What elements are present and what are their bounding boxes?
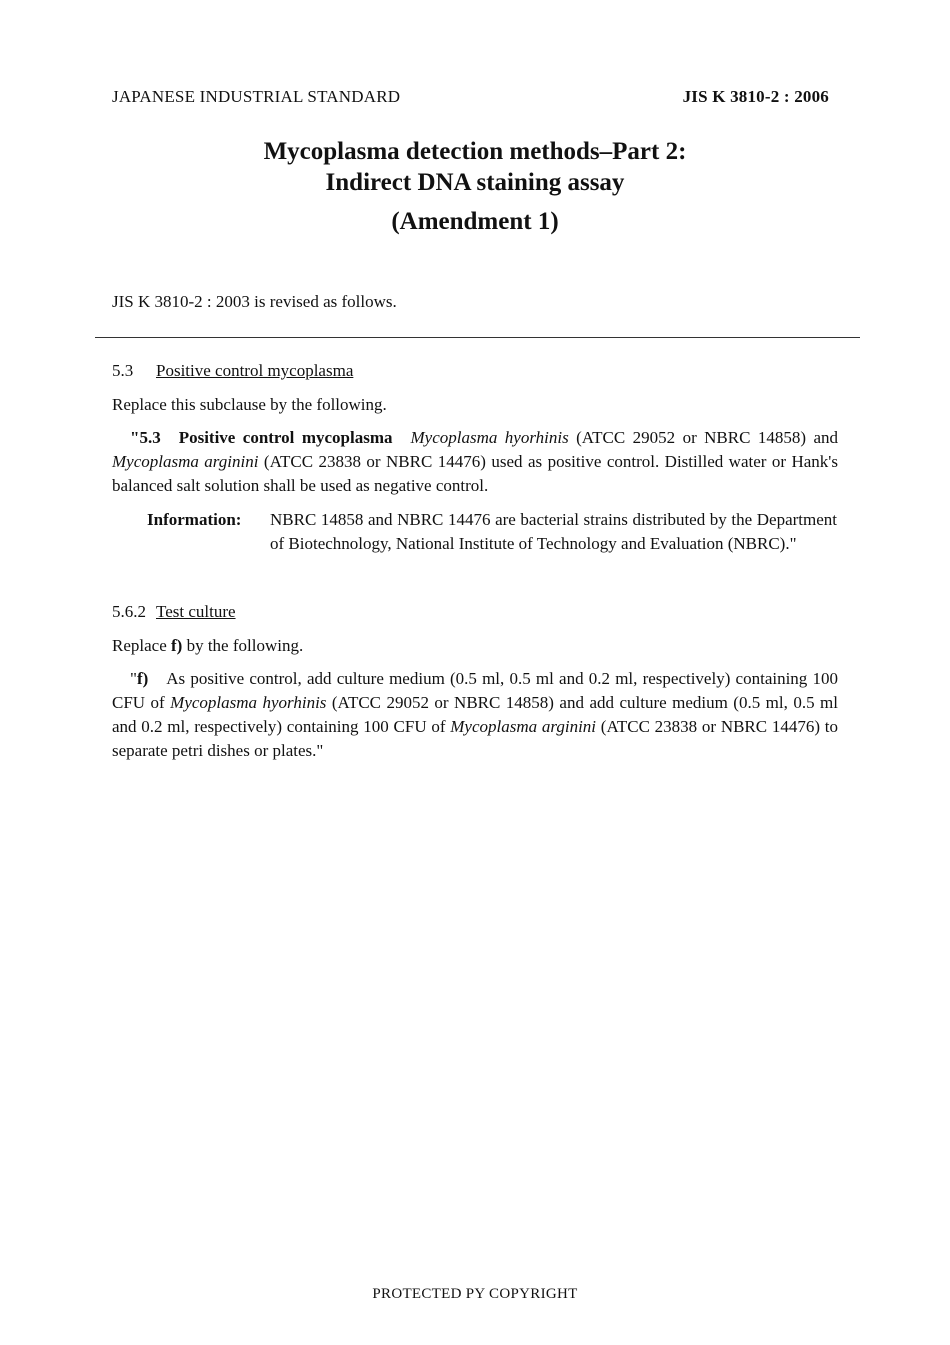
species-name: Mycoplasma hyorhinis xyxy=(170,693,327,712)
section-number: 5.3 xyxy=(112,361,134,380)
section-5-6-2-instruction xyxy=(112,634,303,658)
body-text: (ATCC 23838 or NBRC 14476) to separate petri dishes or plates." xyxy=(112,717,838,760)
amendment-label: (Amendment 1) xyxy=(391,208,559,235)
species-name: Mycoplasma arginini xyxy=(450,717,597,736)
item-label: f) xyxy=(136,669,149,688)
standard-number-header: JIS K 3810-2 : 2006 xyxy=(682,87,829,106)
open-quote: " xyxy=(130,669,137,688)
section-5-3-replacement-text xyxy=(112,426,838,498)
section-5-3-heading xyxy=(112,359,353,383)
species-name: Mycoplasma hyorhinis xyxy=(410,428,569,447)
body-text: (ATCC 23838 or NBRC 14476) used as positive control. Distilled water or Hank's balanced salt solution shall be used as negative control. xyxy=(112,452,838,495)
species-name: Mycoplasma arginini xyxy=(112,452,259,471)
body-text: As positive control, add culture medium (0.5 ml, 0.5 ml and 0.2 ml, respectively) containing 100 CFU of xyxy=(112,669,838,712)
quoted-section-title: Positive control mycoplasma xyxy=(178,428,393,447)
document-title-line-1: Mycoplasma detection methods–Part 2: xyxy=(263,138,687,165)
instruction-text: Replace xyxy=(112,636,171,655)
section-5-3-instruction: Replace this subclause by the following. xyxy=(112,395,387,414)
section-title: Positive control mycoplasma xyxy=(156,361,354,380)
body-text: (ATCC 29052 or NBRC 14858) and xyxy=(568,428,839,447)
section-5-6-2-replacement-text xyxy=(112,667,838,763)
information-text: NBRC 14858 and NBRC 14476 are bacterial strains distributed by the Department of Biotechnology, National Institute of Technology and Evaluation (NBRC)." xyxy=(270,510,837,553)
quoted-section-number: "5.3 xyxy=(130,428,161,447)
section-title: Test culture xyxy=(156,602,236,621)
instruction-text: by the following. xyxy=(182,636,304,655)
revision-statement: JIS K 3810-2 : 2003 is revised as follows. xyxy=(112,292,397,311)
body-text: (ATCC 29052 or NBRC 14858) and add culture medium (0.5 ml, 0.5 ml and 0.2 ml, respectively) containing 100 CFU of xyxy=(112,693,838,736)
document-title-line-2: Indirect DNA staining assay xyxy=(325,169,625,196)
horizontal-divider xyxy=(95,337,860,338)
section-5-6-2-heading xyxy=(112,600,236,624)
information-label: Information: xyxy=(147,510,242,529)
document-type-header: JAPANESE INDUSTRIAL STANDARD xyxy=(112,87,401,106)
item-reference: f) xyxy=(171,636,183,655)
copyright-footer: PROTECTED PY COPYRIGHT xyxy=(372,1286,578,1302)
section-number: 5.6.2 xyxy=(112,602,146,621)
